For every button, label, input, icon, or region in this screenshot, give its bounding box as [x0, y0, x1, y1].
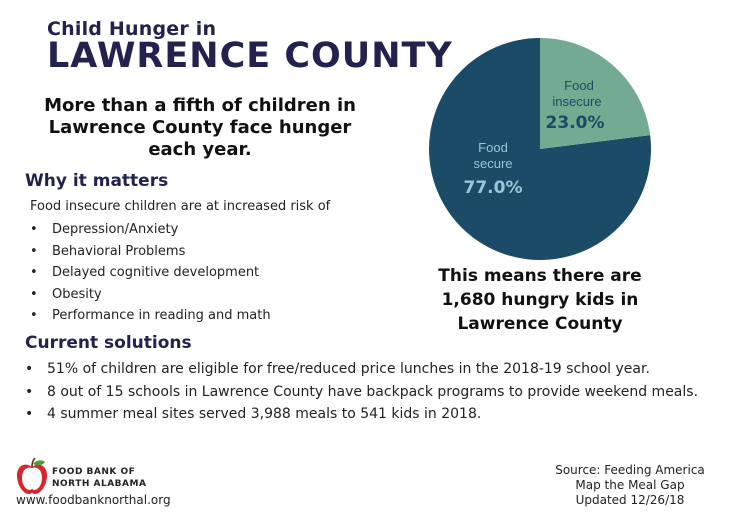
list-item: • 8 out of 15 schools in Lawrence County have backpack programs to provide weekend meals. — [25, 383, 725, 403]
list-item: • Obesity — [30, 284, 271, 306]
headline: More than a fifth of children in Lawrence County face hunger each year. — [44, 95, 356, 160]
page-title: LAWRENCE COUNTY — [47, 36, 453, 76]
website-link[interactable]: www.foodbanknorthal.org — [16, 493, 171, 507]
list-item: • Performance in reading and math — [30, 305, 271, 327]
source-line2: Map the Meal Gap — [575, 478, 685, 492]
list-item: • 51% of children are eligible for free/reduced price lunches in the 2018-19 school year. — [25, 360, 725, 380]
list-item: • Depression/Anxiety — [30, 219, 271, 241]
list-item: • Delayed cognitive development — [30, 262, 271, 284]
pie-note: This means there are 1,680 hungry kids in Lawrence County — [438, 266, 642, 334]
pie-label-insecure-line2: insecure — [552, 94, 602, 109]
org-name — [52, 466, 146, 490]
current-heading: Current solutions — [25, 333, 192, 353]
why-intro: Food insecure children are at increased risk of — [30, 199, 331, 214]
source-line3: Updated 12/26/18 — [575, 493, 685, 507]
title-small: Child Hunger in — [47, 18, 217, 40]
pie-label-insecure-line1: Food — [564, 78, 594, 93]
source-note — [540, 463, 720, 508]
org-name-line2: NORTH ALABAMA — [52, 479, 147, 489]
pie-value-secure: 77.0% — [463, 178, 523, 198]
pie-label-secure-line1: Food — [478, 140, 508, 155]
org-name-line1: FOOD BANK OF — [52, 467, 136, 477]
list-item: • 4 summer meal sites served 3,988 meals to 541 kids in 2018. — [25, 405, 725, 425]
list-item: • Behavioral Problems — [30, 241, 271, 263]
pie-label-secure-line2: secure — [473, 156, 513, 171]
risk-list — [30, 219, 271, 327]
apple-logo-icon — [14, 458, 50, 498]
why-heading: Why it matters — [25, 171, 169, 191]
pie-chart — [425, 36, 655, 266]
source-line1: Source: Feeding America — [555, 463, 705, 477]
solutions-list — [25, 360, 725, 428]
pie-value-insecure: 23.0% — [545, 113, 605, 133]
